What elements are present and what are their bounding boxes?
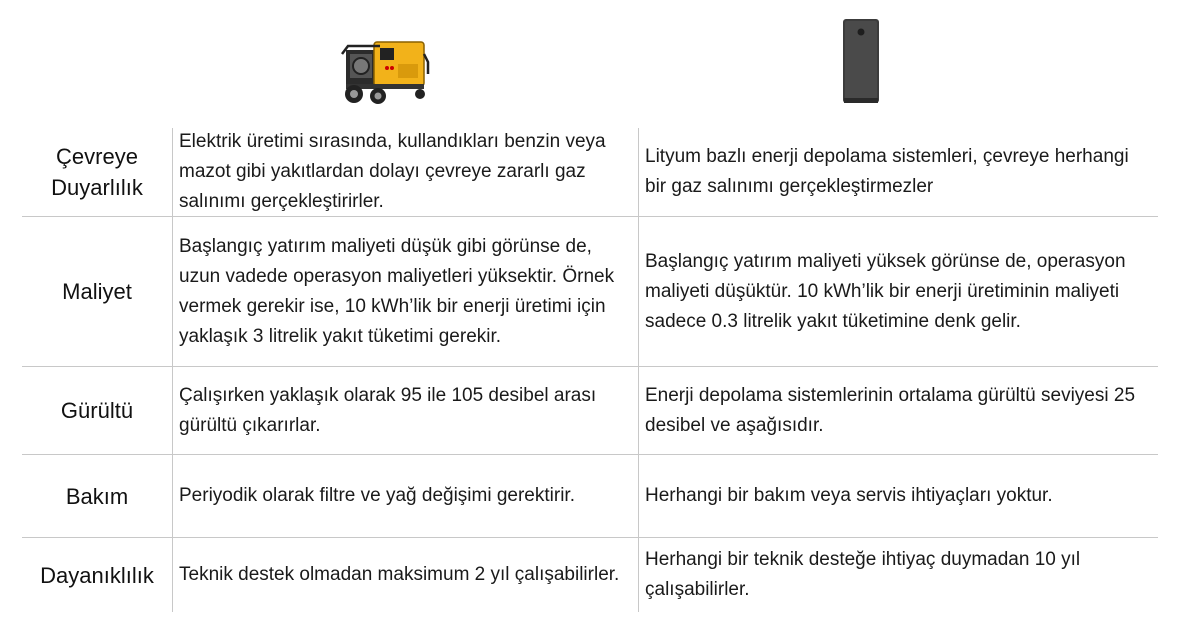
row-bakim [22, 455, 1158, 538]
row-label: Dayanıklılık [22, 538, 173, 612]
battery-cell: Enerji depolama sistemlerinin ortalama gürültü seviyesi 25 desibel ve aşağısıdır. [645, 384, 1136, 436]
comparison-table [22, 128, 1158, 612]
battery-storage-icon [838, 16, 884, 106]
generator-icon [340, 34, 430, 106]
generator-cell: Teknik destek olmadan maksimum 2 yıl çalışabilirler. [173, 538, 639, 612]
row-maliyet [22, 217, 1158, 367]
row-label: Çevreye Duyarlılık [22, 128, 173, 216]
battery-cell: Lityum bazlı enerji depolama sistemleri, çevreye herhangi bir gaz salınımı gerçekleştirmezler [645, 146, 1129, 197]
generator-cell: Başlangıç yatırım maliyeti düşük gibi görünse de, uzun vadede operasyon maliyetleri yüksektir. Örnek vermek gerekir ise, 10 kWh’lik bir enerji üretimi için yaklaşık 3 litrelik yakıt tüketimi gerekir. [173, 217, 639, 366]
battery-cell: Herhangi bir bakım veya servis ihtiyaçları yoktur. [645, 485, 1053, 506]
generator-cell: Çalışırken yaklaşık olarak 95 ile 105 desibel arası gürültü çıkarırlar. [173, 367, 639, 454]
generator-cell: Elektrik üretimi sırasında, kullandıkları benzin veya mazot gibi yakıtlardan dolayı çevreye zararlı gaz salınımı gerçekleştirirler. [173, 128, 639, 216]
battery-cell: Herhangi bir teknik desteğe ihtiyaç duymadan 10 yıl çalışabilirler. [645, 549, 1081, 600]
row-label: Gürültü [22, 367, 173, 454]
generator-cell: Periyodik olarak filtre ve yağ değişimi gerektirir. [173, 455, 639, 537]
row-label: Maliyet [22, 217, 173, 366]
battery-cell: Başlangıç yatırım maliyeti yüksek görünse de, operasyon maliyeti düşüktür. 10 kWh’lik bir enerji üretiminin maliyeti sadece 0.3 litrelik yakıt tüketimine denk gelir. [645, 250, 1126, 332]
row-cevreye-duyarlilik [22, 128, 1158, 217]
row-gurultu [22, 367, 1158, 455]
row-label: Bakım [22, 455, 173, 537]
row-dayaniklilik [22, 538, 1158, 612]
product-images [0, 0, 1181, 125]
